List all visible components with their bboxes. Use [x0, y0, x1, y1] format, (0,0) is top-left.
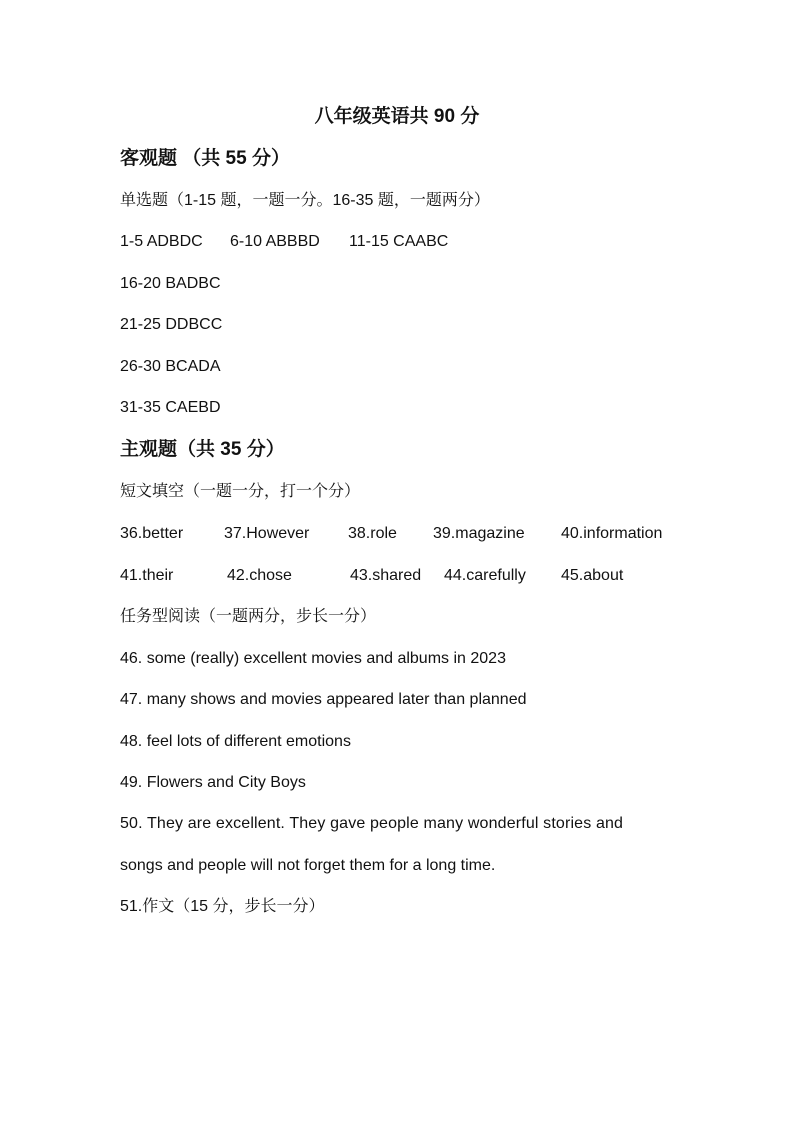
cloze-answer-38: 38.role: [348, 525, 397, 542]
answers-row-1-15: [120, 232, 680, 252]
answer-47: 47. many shows and movies appeared later than planned: [120, 691, 527, 708]
cloze-answer-43: 43.shared: [350, 567, 422, 584]
cloze-answer-44: 44.carefully: [444, 567, 526, 584]
answer-50-line-2: songs and people will not forget them for a long time.: [120, 857, 496, 874]
essay-instruction: 51.作文（15 分，步长一分）: [120, 898, 325, 915]
cloze-answer-39: 39.magazine: [433, 525, 525, 542]
answers-21-25: 21-25 DDBCC: [120, 316, 223, 333]
subjective-section-heading: 主观题（共 35 分）: [120, 439, 285, 460]
answers-11-15: 11-15 CAABC: [349, 233, 449, 250]
cloze-answer-40: 40.information: [561, 525, 663, 542]
cloze-answer-37: 37.However: [224, 525, 310, 542]
cloze-answer-45: 45.about: [561, 567, 624, 584]
answer-50-line-1: 50. They are excellent. They gave people many wonderful stories and: [120, 815, 624, 832]
answer-46: 46. some (really) excellent movies and albums in 2023: [120, 650, 506, 667]
answers-16-20: 16-20 BADBC: [120, 275, 221, 292]
task-reading-instruction: 任务型阅读（一题两分，步长一分）: [120, 608, 377, 625]
cloze-answer-41: 41.their: [120, 567, 174, 584]
objective-section-heading: 客观题 （共 55 分）: [120, 148, 290, 169]
cloze-answer-36: 36.better: [120, 525, 184, 542]
answer-48: 48. feel lots of different emotions: [120, 733, 351, 750]
answers-1-5: 1-5 ADBDC: [120, 233, 203, 250]
answer-49: 49. Flowers and City Boys: [120, 774, 306, 791]
answers-31-35: 31-35 CAEBD: [120, 399, 221, 416]
answers-26-30: 26-30 BCADA: [120, 358, 221, 375]
page-title: 八年级英语共 90 分: [314, 106, 480, 127]
cloze-answers-row-1: [120, 524, 680, 544]
cloze-instruction: 短文填空（一题一分，打一个分）: [120, 483, 361, 500]
answers-6-10: 6-10 ABBBD: [230, 233, 320, 250]
answer-key-content: [120, 146, 680, 917]
cloze-answer-42: 42.chose: [227, 567, 292, 584]
multiple-choice-instruction: 单选题（1-15 题，一题一分。16-35 题，一题两分）: [120, 192, 490, 209]
cloze-answers-row-2: [120, 566, 680, 586]
